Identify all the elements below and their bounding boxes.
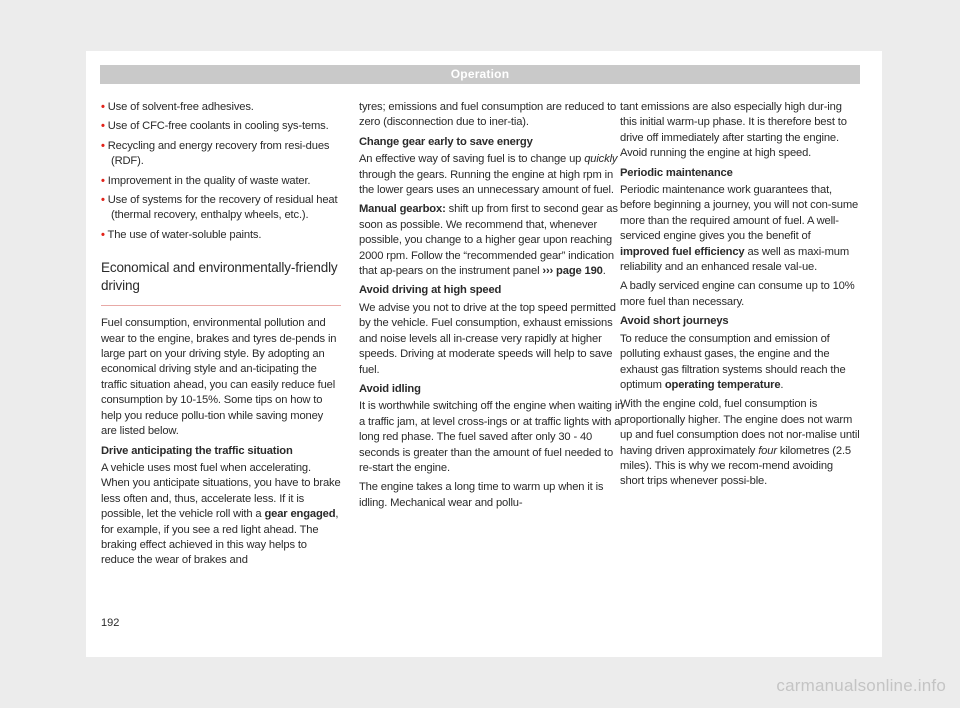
subheading-idling: Avoid idling [359,382,421,395]
bullet-item: • Use of solvent-free adhesives. [101,101,254,113]
watermark[interactable]: carmanualsonline.info [776,676,946,695]
bullet-dot-icon: • [101,101,105,113]
anticipate-paragraph: A vehicle uses most fuel when accelerating. When you anticipate situations, you have to brake less often and, thus, accelerate less. If it is possible, let the vehicle roll with a gear engaged, for example, if you see a red light ahead. The braking effect achieved in this way helps to reduce the wear of brakes and [101,461,341,567]
short-journeys-paragraph: To reduce the consumption and emission of polluting exhaust gases, the engine and the exhaust gas filtration systems should reach the optimum operating temperature. [620,332,846,391]
page-header: Operation [100,65,860,84]
bullet-item: • The use of water-soluble paints. [101,228,262,241]
section-title: Economical and environmentally-friendly driving [101,259,341,306]
subheading-anticipate: Drive anticipating the traffic situation [101,444,293,457]
bullet-item: • Improvement in the quality of waste water. [101,174,311,187]
subheading-short-journeys: Avoid short journeys [620,315,729,328]
gear-paragraph: An effective way of saving fuel is to change up quickly through the gears. Running the engine at high rpm in the lower gears uses an unnecessary amount of fuel. [359,153,618,197]
column-middle [359,100,627,515]
maintenance-paragraph: Periodic maintenance work guarantees that, before beginning a journey, you will not con-sume more than the required amount of fuel. A well-serviced engine gives you the benefit of improved fuel efficiency as well as maxi-mum reliability and an enhanced resale val-ue. [620,184,859,274]
bullet-dot-icon: • [101,120,105,133]
idling-paragraph: It is worthwhile switching off the engine when waiting in a traffic jam, at level cross-ings or at traffic lights with a long red phase. The fuel saved after only 30 - 40 seconds is greater than the amount of fuel needed to re-start the engine. [359,400,624,474]
page-reference-link[interactable]: ››› page 190 [542,265,603,278]
warmup-paragraph: The engine takes a long time to warm up when it is idling. Mechanical wear and pollu- [359,481,604,509]
bullet-dot-icon: • [101,174,105,187]
manual-gearbox-paragraph: Manual gearbox: shift up from first to second gear as soon as possible. We recommend that, whenever possible, you change to a higher gear upon reaching 2000 rpm. Follow the “recommended gear” indication that ap-pears on the instrument panel ››› page 190. [359,203,618,278]
bullet-dot-icon: • [101,139,105,152]
intro-paragraph: Fuel consumption, environmental pollution and wear to the engine, brakes and tyres de-pends in large part on your driving style. By adopting an economical driving style and an-ticipating the traffic situation ahead, you can easily reduce fuel consumption by 10-15%. Some tips on how to help you reduce pollu-tion while saving money are listed below. [101,317,337,438]
continued-paragraph: tyres; emissions and fuel consumption are reduced to zero (disconnection due to iner-tia). [359,101,617,129]
continued-paragraph: tant emissions are also especially high dur-ing this initial warm-up phase. It is therefore best to drive off immediately after starting the engine. Avoid running the engine at high speed. [620,101,847,160]
bullet-dot-icon: • [101,228,105,241]
subheading-maintenance: Periodic maintenance [620,166,733,179]
page-number: 192 [101,617,120,629]
subheading-gear: Change gear early to save energy [359,135,533,148]
subheading-speed: Avoid driving at high speed [359,284,502,297]
column-right [620,100,860,494]
badly-serviced-paragraph: A badly serviced engine can consume up to 10% more fuel than necessary. [620,280,855,308]
bullet-item: • Recycling and energy recovery from resi-dues (RDF). [101,139,330,168]
bullet-dot-icon: • [101,194,105,207]
speed-paragraph: We advise you not to drive at the top speed permitted by the vehicle. Fuel consumption, exhaust emissions and noise levels all in-crease very rapidly at higher speeds. Driving at moderate speeds will help to save fuel. [359,301,616,376]
bullet-item: • Use of CFC-free coolants in cooling sys-tems. [101,120,329,133]
column-left [101,100,341,573]
bullet-item: • Use of systems for the recovery of residual heat (thermal recovery, enthalpy wheels, etc.). [101,194,338,222]
cold-engine-paragraph: With the engine cold, fuel consumption is proportionally higher. The engine does not warm up and fuel consumption does not nor-malise until having driven approximately four kilometres (2.5 miles). This is why we recom-mend avoiding short trips whenever possi-ble. [620,398,860,488]
